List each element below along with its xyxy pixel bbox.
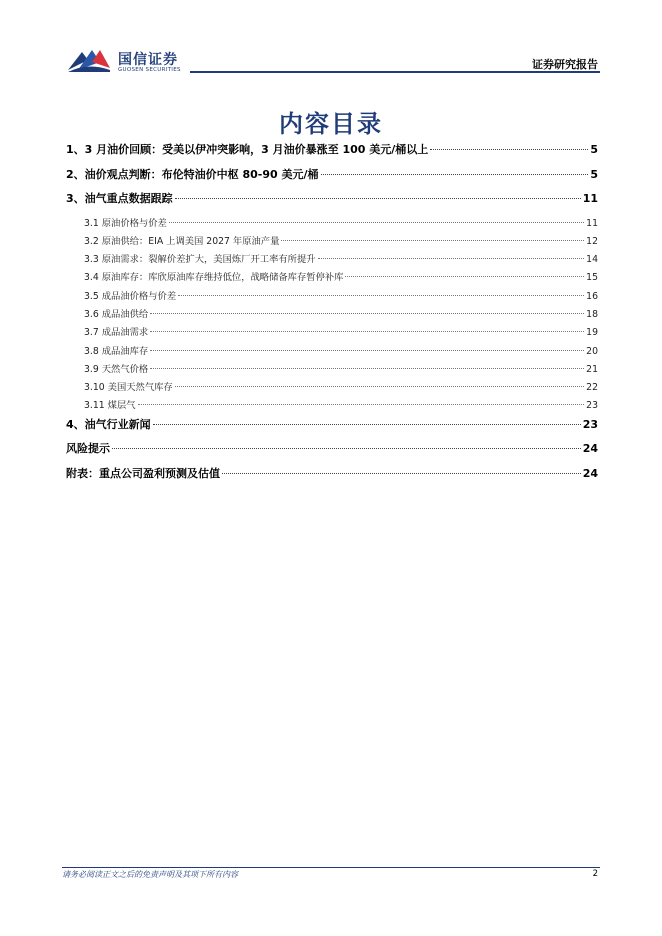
logo-english-name: GUOSEN SECURITIES <box>118 67 181 73</box>
toc-entry-subsection[interactable] <box>66 269 598 287</box>
toc-entry-page: 20 <box>586 345 598 357</box>
toc-entry-label: 附表：重点公司盈利预测及估值 <box>66 466 220 480</box>
toc-entry-page: 11 <box>586 217 598 229</box>
toc-entry-page: 18 <box>586 308 598 320</box>
toc-entry-label: 4、油气行业新闻 <box>66 417 151 431</box>
toc-entry-page: 23 <box>586 400 598 412</box>
toc-entry-label: 1、3 月油价回顾：受美以伊冲突影响，3 月油价暴涨至 100 美元/桶以上 <box>66 143 429 156</box>
toc-entry-label: 2、油价观点判断：布伦特油价中枢 80-90 美元/桶 <box>66 167 319 181</box>
toc-dot-leader <box>345 276 584 277</box>
toc-entry-page: 24 <box>582 466 598 480</box>
toc-entry-label: 3.3 原油需求：裂解价差扩大，美国炼厂开工率有所提升 <box>84 254 316 266</box>
toc-dot-leader <box>175 198 581 199</box>
toc-dot-leader <box>321 174 589 175</box>
toc-entry-label: 3.6 成品油供给 <box>84 308 149 320</box>
toc-entry-label: 3.11 煤层气 <box>84 400 136 412</box>
page-number: 2 <box>592 869 598 879</box>
toc-entry-section[interactable] <box>66 440 598 465</box>
toc-entry-page: 5 <box>590 167 598 181</box>
toc-entry-label: 3.8 成品油库存 <box>84 345 149 357</box>
toc-dot-leader <box>150 350 584 351</box>
toc-dot-leader <box>138 404 585 405</box>
toc-entry-subsection[interactable] <box>66 233 598 251</box>
toc-title: 内容目录 <box>279 110 383 138</box>
toc-entry-page: 14 <box>586 254 598 266</box>
footer-divider <box>62 867 600 868</box>
table-of-contents <box>66 141 598 489</box>
toc-entry-page: 15 <box>586 272 598 284</box>
toc-dot-leader <box>150 331 584 332</box>
toc-dot-leader <box>318 258 585 259</box>
header-divider <box>190 71 600 73</box>
toc-entry-subsection[interactable] <box>66 306 598 324</box>
toc-dot-leader <box>430 149 588 150</box>
toc-dot-leader <box>112 448 581 449</box>
toc-entry-page: 22 <box>586 382 598 394</box>
toc-entry-section[interactable] <box>66 141 598 166</box>
toc-entry-subsection[interactable] <box>66 361 598 379</box>
toc-entry-label: 3.10 美国天然气库存 <box>84 382 173 394</box>
guosen-emblem-icon <box>66 48 112 74</box>
toc-entry-subsection[interactable] <box>66 215 598 233</box>
toc-entry-label: 3.7 成品油需求 <box>84 327 149 339</box>
toc-entry-page: 19 <box>586 327 598 339</box>
toc-dot-leader <box>153 424 581 425</box>
toc-entry-page: 12 <box>586 235 598 247</box>
toc-dot-leader <box>222 473 581 474</box>
footer-disclaimer: 请务必阅读正文之后的免责声明及其项下所有内容 <box>62 870 238 879</box>
toc-entry-label: 3、油气重点数据跟踪 <box>66 192 173 205</box>
toc-dot-leader <box>169 222 584 223</box>
toc-entry-page: 11 <box>582 192 598 205</box>
toc-dot-leader <box>150 313 584 314</box>
toc-entry-label: 3.1 原油价格与价差 <box>84 217 167 229</box>
toc-dot-leader <box>150 368 584 369</box>
guosen-logo <box>66 44 186 78</box>
toc-entry-page: 16 <box>586 290 598 302</box>
toc-entry-page: 23 <box>582 417 598 431</box>
toc-entry-page: 21 <box>586 363 598 375</box>
toc-entry-subsection[interactable] <box>66 288 598 306</box>
toc-entry-subsection[interactable] <box>66 379 598 397</box>
toc-dot-leader <box>175 386 584 387</box>
toc-entry-subsection[interactable] <box>66 397 598 415</box>
toc-entry-section[interactable] <box>66 416 598 441</box>
toc-entry-label: 风险提示 <box>66 442 110 456</box>
toc-entry-label: 3.2 原油供给：EIA 上调美国 2027 年原油产量 <box>84 235 280 247</box>
toc-entry-section[interactable] <box>66 190 598 215</box>
toc-entry-label: 3.4 原油库存：库欣原油库存维持低位，战略储备库存暂停补库 <box>84 272 344 284</box>
toc-entry-section[interactable] <box>66 166 598 191</box>
toc-entry-subsection[interactable] <box>66 324 598 342</box>
toc-entry-section[interactable] <box>66 465 598 490</box>
toc-dot-leader <box>178 295 584 296</box>
logo-chinese-name: 国信证券 <box>118 52 178 68</box>
toc-entry-subsection[interactable] <box>66 251 598 269</box>
toc-entry-page: 5 <box>590 143 598 156</box>
toc-entry-label: 3.5 成品油价格与价差 <box>84 290 177 302</box>
toc-dot-leader <box>281 240 584 241</box>
toc-entry-label: 3.9 天然气价格 <box>84 363 149 375</box>
toc-entry-subsection[interactable] <box>66 343 598 361</box>
report-type-label: 证券研究报告 <box>532 58 598 71</box>
toc-entry-page: 24 <box>582 442 598 456</box>
